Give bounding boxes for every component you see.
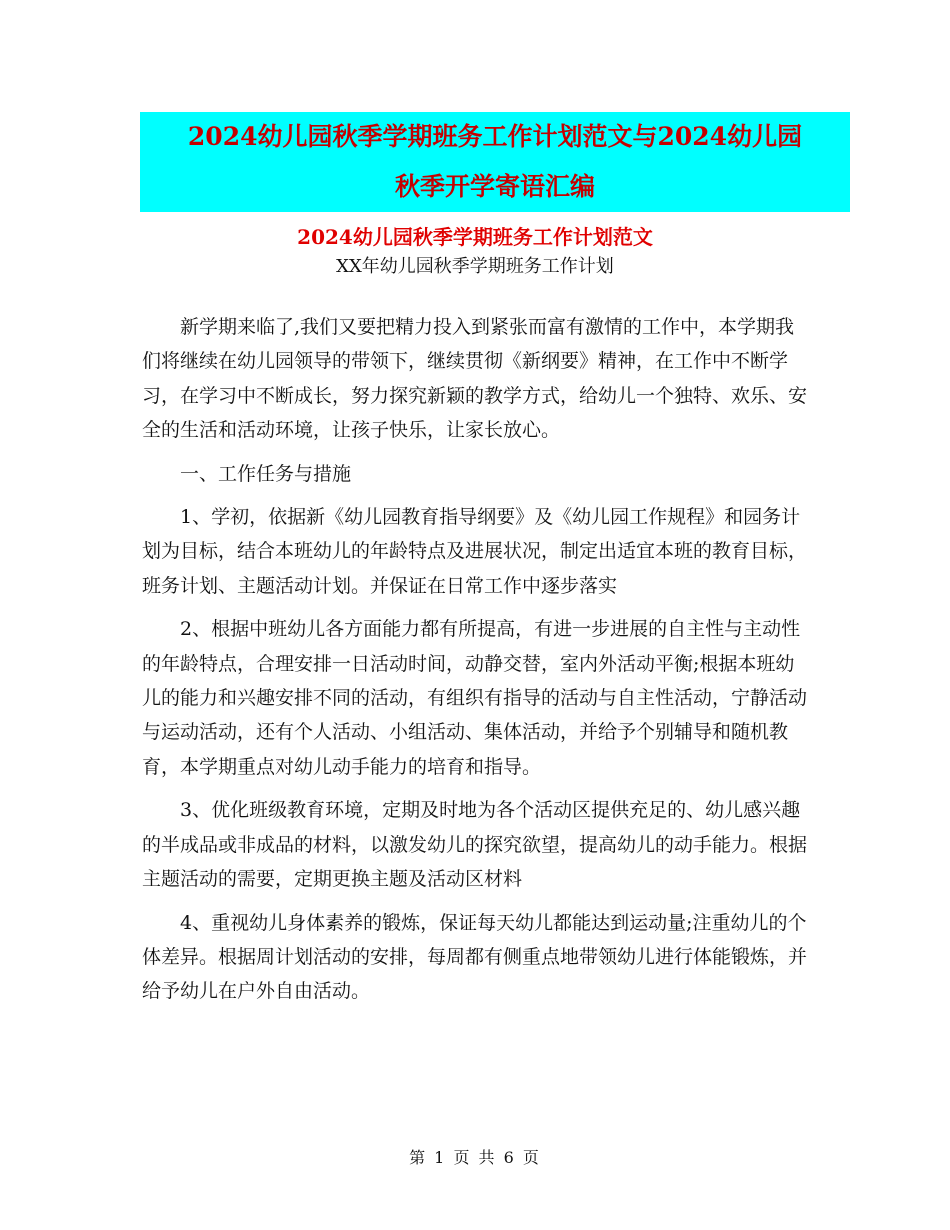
section-title: 2024幼儿园秋季学期班务工作计划范文 (297, 225, 653, 249)
page-footer: 第 1 页 共 6 页 (409, 1148, 541, 1167)
body-text (142, 310, 812, 1018)
paragraph-item-2: 2、根据中班幼儿各方面能力都有所提高，有进一步进展的自主性与主动性的年龄特点，合理安排一日活动时间，动静交替，室内外活动平衡;根据本班幼儿的能力和兴趣安排不同的活动，有组织有指导的活动与自主性活动，宁静活动与运动活动，还有个人活动、小组活动、集体活动，并给予个别辅导和随机教育，本学期重点对幼儿动手能力的培育和指导。 (142, 618, 808, 778)
paragraph-intro: 新学期来临了,我们又要把精力投入到紧张而富有激情的工作中，本学期我们将继续在幼儿园领导的带领下，继续贯彻《新纲要》精神，在工作中不断学习，在学习中不断成长，努力探究新颖的教学方式，给幼儿一个独特、欢乐、安全的生活和活动环境，让孩子快乐，让家长放心。 (142, 316, 808, 442)
document-title-line-1: 2024幼儿园秋季学期班务工作计划范文与2024幼儿园 (187, 122, 803, 151)
paragraph-item-3: 3、优化班级教育环境，定期及时地为各个活动区提供充足的、幼儿感兴趣的半成品或非成品的材料，以激发幼儿的探究欲望，提高幼儿的动手能力。根据主题活动的需要，定期更换主题及活动区材料 (142, 799, 808, 891)
paragraph-item-4: 4、重视幼儿身体素养的锻炼，保证每天幼儿都能达到运动量;注重幼儿的个体差异。根据周计划活动的安排，每周都有侧重点地带领幼儿进行体能锻炼，并给予幼儿在户外自由活动。 (142, 911, 808, 1003)
paragraph-item-1: 1、学初，依据新《幼儿园教育指导纲要》及《幼儿园工作规程》和园务计划为目标，结合本班幼儿的年龄特点及进展状况，制定出适宜本班的教育目标，班务计划、主题活动计划。并保证在日常工作中逐步落实 (142, 506, 808, 597)
document-title-line-2: 秋季开学寄语汇编 (394, 172, 595, 201)
sub-title: XX年幼儿园秋季学期班务工作计划 (336, 256, 614, 277)
paragraph-heading-tasks: 一、工作任务与措施 (180, 462, 352, 485)
document-title (140, 112, 850, 212)
